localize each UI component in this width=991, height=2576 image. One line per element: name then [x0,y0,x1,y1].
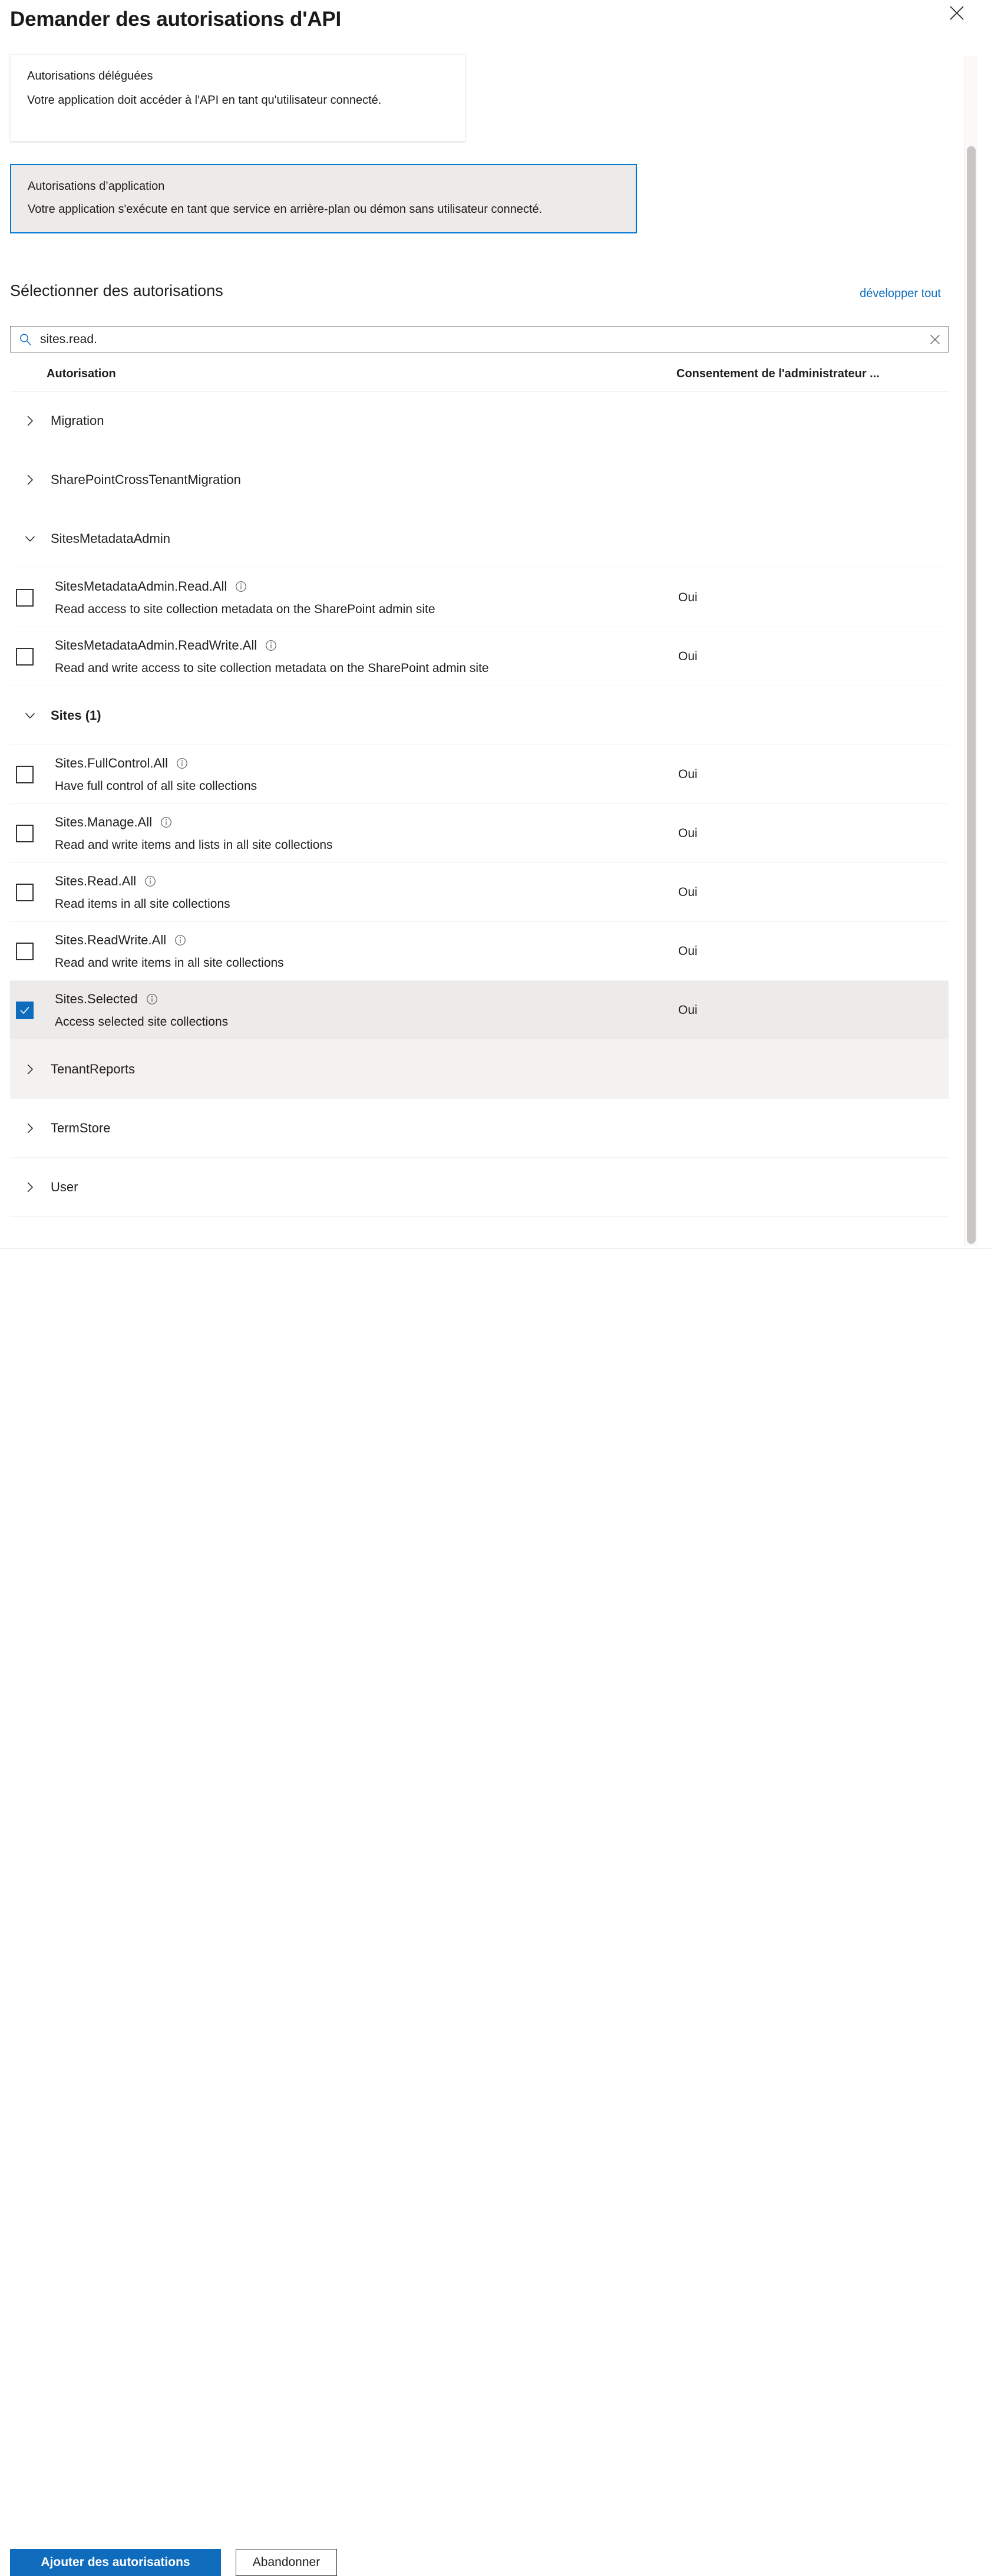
permissions-table-header [10,358,949,391]
permission-checkbox[interactable] [16,825,34,842]
permission-name: SitesMetadataAdmin.Read.All [55,578,227,594]
close-icon[interactable] [942,0,972,28]
permission-admin-consent: Oui [678,826,698,840]
permission-description: Read items in all site collections [55,897,230,911]
permission-group-label: TermStore [51,1120,111,1135]
permission-admin-consent: Oui [678,1003,698,1017]
chevron-down-icon[interactable] [20,706,40,726]
permission-row[interactable] [10,568,949,627]
permission-details [55,571,949,625]
permission-group-row[interactable] [10,391,949,450]
permission-details [55,747,949,802]
permission-description: Read and write items in all site collections [55,956,284,970]
info-icon[interactable] [264,638,278,653]
permission-group-row[interactable] [10,1040,949,1099]
permissions-scroll-region [10,391,949,1246]
permission-name: Sites.FullControl.All [55,755,168,770]
select-permissions-heading: Sélectionner des autorisations [10,282,223,299]
delegated-permissions-description: Votre application doit accéder à l'API en tant qu'utilisateur connecté. [27,94,382,107]
permission-row[interactable] [10,627,949,686]
application-permissions-card[interactable] [10,164,637,233]
permission-group-row[interactable] [10,1099,949,1158]
permission-details [55,630,949,684]
permission-checkbox[interactable] [16,589,34,607]
delegated-permissions-title: Autorisations déléguées [27,70,153,83]
permission-group-row[interactable] [10,1158,949,1217]
permission-description: Access selected site collections [55,1014,229,1029]
permission-description: Read access to site collection metadata on the SharePoint admin site [55,602,435,616]
permission-name-line [55,933,949,948]
permission-details [55,865,949,920]
info-icon[interactable] [159,815,173,829]
info-icon[interactable] [145,992,159,1006]
permission-checkbox[interactable] [16,1002,34,1019]
permission-name: Sites.ReadWrite.All [55,932,167,947]
permission-checkbox[interactable] [16,648,34,666]
permission-details [55,983,949,1037]
info-icon[interactable] [175,756,189,770]
permission-name: SitesMetadataAdmin.ReadWrite.All [55,637,257,653]
chevron-down-icon[interactable] [20,529,40,549]
permission-name: Sites.Selected [55,991,138,1006]
permission-group-label: TenantReports [51,1061,136,1076]
footer-bar [0,1249,991,2569]
application-permissions-title: Autorisations d’application [28,180,165,193]
scrollbar-thumb[interactable] [967,146,976,1244]
permission-admin-consent: Oui [678,944,698,958]
permission-row[interactable] [10,922,949,981]
permission-checkbox[interactable] [16,943,34,960]
discard-button[interactable]: Abandonner [236,2549,337,2576]
chevron-right-icon[interactable] [20,470,40,490]
permission-admin-consent: Oui [678,767,698,781]
info-icon[interactable] [234,579,248,594]
chevron-right-icon[interactable] [20,1177,40,1197]
column-header-permission: Autorisation [47,367,116,380]
permission-description: Read and write access to site collection metadata on the SharePoint admin site [55,661,489,675]
permission-details [55,924,949,979]
permission-name-line [55,756,949,771]
permission-name-line [55,638,949,653]
search-input[interactable] [33,327,922,352]
permission-row[interactable] [10,745,949,804]
application-permissions-description: Votre application s'exécute en tant que service en arrière-plan ou démon sans utilisateur connecté. [28,203,543,216]
permission-checkbox[interactable] [16,766,34,783]
permission-name: Sites.Read.All [55,873,137,888]
permission-row[interactable] [10,863,949,922]
permission-description: Read and write items and lists in all site collections [55,838,333,852]
expand-all-link[interactable]: développer tout [860,287,941,300]
permission-name-line [55,991,949,1007]
search-icon [18,332,33,347]
page-title: Demander des autorisations d'API [10,8,342,31]
permissions-tree [10,391,949,1217]
info-icon[interactable] [143,874,157,888]
search-box[interactable] [10,326,949,353]
permission-row[interactable] [10,981,949,1040]
permission-group-row[interactable] [10,450,949,509]
permission-group-row[interactable] [10,509,949,568]
permission-admin-consent: Oui [678,590,698,604]
permission-admin-consent: Oui [678,885,698,899]
clear-search-icon[interactable] [922,327,948,352]
permission-group-label: Migration [51,413,104,428]
permission-name-line [55,874,949,889]
add-permissions-button[interactable]: Ajouter des autorisations [10,2549,221,2576]
permission-row[interactable] [10,804,949,863]
permission-name: Sites.Manage.All [55,814,153,829]
permission-details [55,806,949,861]
permission-name-line [55,815,949,830]
permission-admin-consent: Oui [678,649,698,663]
delegated-permissions-card[interactable] [10,54,465,141]
permission-group-label: SitesMetadataAdmin [51,531,170,546]
permission-checkbox[interactable] [16,884,34,901]
column-header-admin-consent: Consentement de l'administrateur ... [676,367,880,380]
chevron-right-icon[interactable] [20,1059,40,1079]
permission-group-row[interactable] [10,686,949,745]
permission-group-label: User [51,1179,78,1194]
permission-group-label: SharePointCrossTenantMigration [51,472,241,487]
permission-description: Have full control of all site collections [55,779,257,793]
info-icon[interactable] [173,933,187,947]
chevron-right-icon[interactable] [20,1118,40,1138]
chevron-right-icon[interactable] [20,411,40,431]
permission-group-label: Sites (1) [51,707,101,723]
permission-name-line [55,579,949,594]
